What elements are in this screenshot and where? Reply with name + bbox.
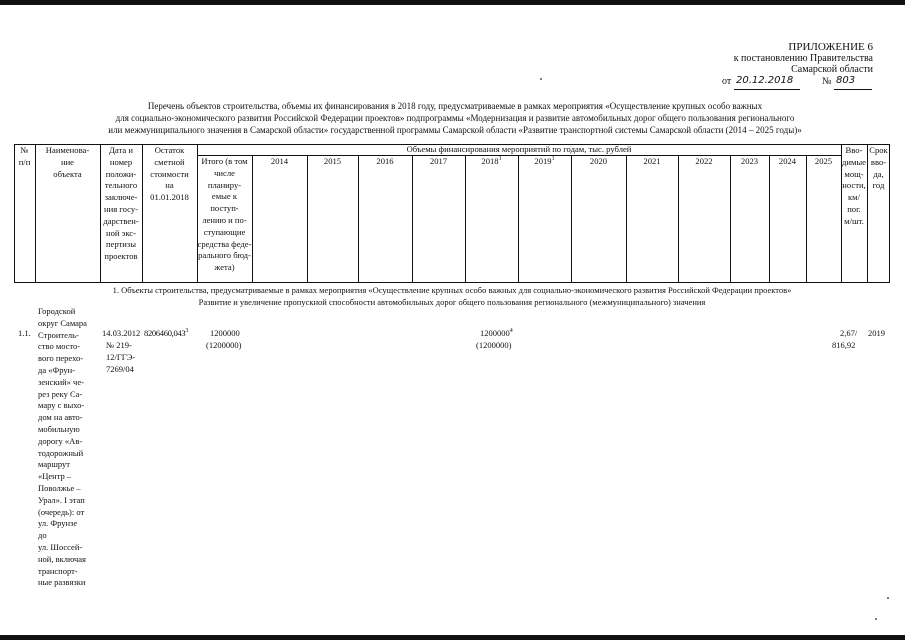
number-label: № (822, 76, 832, 87)
appendix-line-2: к постановлению Правительства (733, 53, 873, 64)
decree-number: 803 (836, 75, 856, 86)
appendix-title: ПРИЛОЖЕНИЕ 6 (788, 41, 873, 53)
section-heading (14, 284, 890, 308)
column-header-year-2015: 2015 (323, 156, 342, 166)
expertise-number: № 219- 12/ГГЭ- 7269/04 (106, 340, 136, 374)
column-header-name: Наименова- ние объекта (45, 145, 90, 179)
commissioning-year: 2019 (868, 328, 885, 338)
year-2018-amount: 1200000$^4$ (480, 328, 513, 338)
remaining-cost: 8206460,043$^3$ (144, 328, 189, 338)
column-header-capacity: Вво- димые мощ- ности, км/ пог. м/шт. (842, 145, 866, 226)
column-header-remaining-cost: Остаток сметной стоимости на 01.01.2018 (150, 145, 189, 203)
scan-speck (875, 618, 877, 620)
expertise-date: 14.03.2012 (102, 328, 141, 338)
column-header-year-2021: 2021 (643, 156, 661, 166)
column-header-year-2023: 2023 (740, 156, 759, 166)
column-header-year-2022: 2022 (695, 156, 713, 166)
column-header-year-2014: 2014 (270, 156, 289, 166)
column-header-year-2019: 2019$^1$ (534, 156, 555, 166)
total-amount: 1200000 (210, 328, 240, 338)
scan-speck (540, 78, 542, 80)
column-header-expertise: Дата и номер положи- тельного заключе- ния госу- дарствен- ной экс- пертизы проектов (103, 145, 139, 262)
column-header-year-2024: 2024 (778, 156, 797, 166)
total-federal-amount: (1200000) (206, 340, 242, 350)
column-header-number: № п/п (18, 145, 31, 167)
heading-line-2: для социально-экономического развития Российской Федерации проектов» подпрограммы «Модернизация и развитие автомобильных дорог общего пользования регионального (115, 113, 795, 123)
row-number: 1.1. (18, 328, 31, 338)
capacity-value: 2,67/ (840, 328, 858, 338)
column-header-year-2016: 2016 (376, 156, 394, 166)
heading-line-3: или межмуниципального значения в Самарской области» государственной программы Самарской области «Развитие транспортной системы Самарской области (2014 – 2025 годы)» (108, 125, 802, 135)
column-header-year-2017: 2017 (429, 156, 448, 166)
document-heading (30, 100, 880, 136)
scan-bottom-edge (0, 635, 905, 640)
year-2018-federal-amount: (1200000) (476, 340, 512, 350)
column-header-commissioning-term: Срок вво- да, год (869, 145, 888, 191)
column-header-year-2020: 2020 (589, 156, 608, 166)
financing-table-header (14, 144, 890, 283)
appendix-line-3: Самарской области (791, 64, 873, 75)
appendix-header (734, 42, 873, 75)
section-line-1: 1. Объекты строительства, предусматриваемые в рамках мероприятия «Осуществление крупных особо важных для социально-экономического развития Российской Федерации проектов» (112, 285, 792, 295)
capacity-value-2: 816,92 (832, 340, 856, 350)
column-header-total: Итого (в том числе планиру- емые к поступ- лению и по- ступающие средства феде- рального бюд- жета) (197, 156, 252, 273)
scan-top-edge (0, 0, 905, 5)
column-header-year-2025: 2025 (814, 156, 833, 166)
object-name: Городской округ Самара Строитель- ство мосто- вого перехо- да «Фрун- зенский» че- рез реку Са- мару с выхо- дом на авто- мобильную дорогу «Ав- тодорожный маршрут «Центр – Поволжье – Урал». I этап (очередь): от ул. Фрунзе до ул. Шоссей- ной, включая транспорт- ные развязки (38, 306, 87, 588)
from-label: от (722, 76, 732, 87)
heading-line-1: Перечень объектов строительства, объемы их финансирования в 2018 году, предусматриваемые в рамках мероприятия «Осуществление крупных особо важных (147, 101, 763, 111)
decree-signature-line (722, 76, 872, 90)
section-line-2: Развитие и увеличение пропускной способности автомобильных дорог общего пользования регионального (межмуниципального) значения (198, 297, 706, 307)
decree-date: 20.12.2018 (736, 75, 794, 86)
column-header-financing-group: Объемы финансирования мероприятий по годам, тыс. рублей (406, 144, 632, 154)
scan-speck (887, 597, 889, 599)
column-header-year-2018: 2018$^1$ (481, 156, 502, 166)
